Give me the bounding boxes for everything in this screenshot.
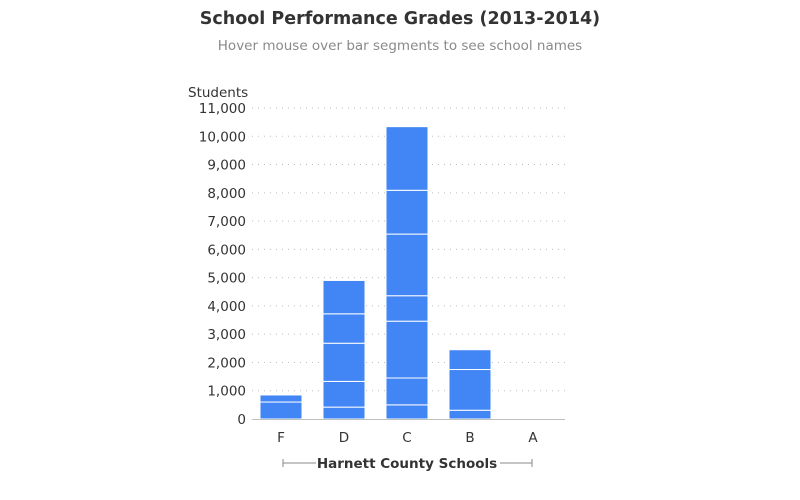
- bars: [260, 127, 491, 419]
- bar-segment-c[interactable]: [386, 234, 428, 296]
- y-axis-ticks: [199, 101, 246, 428]
- bar-segment-c[interactable]: [386, 190, 428, 234]
- y-tick-label: 7,000: [207, 214, 246, 231]
- y-tick-label: 10,000: [198, 129, 246, 146]
- y-tick-label: 5,000: [207, 270, 246, 287]
- chart-subtitle: Hover mouse over bar segments to see school names: [217, 38, 583, 54]
- bar-segment-d[interactable]: [323, 314, 365, 343]
- chart-title: School Performance Grades (2013-2014): [199, 9, 601, 29]
- bar-segment-b[interactable]: [449, 410, 491, 419]
- y-tick-label: 8,000: [207, 185, 246, 202]
- y-tick-label: 3,000: [207, 327, 246, 344]
- x-tick-label: F: [277, 430, 285, 446]
- x-axis-ticks: [277, 430, 538, 446]
- y-tick-label: 11,000: [198, 101, 246, 117]
- bar-segment-c[interactable]: [386, 405, 428, 419]
- bar-segment-f[interactable]: [260, 395, 302, 402]
- x-tick-label: C: [402, 430, 412, 446]
- bar-segment-d[interactable]: [323, 407, 365, 419]
- bar-segment-c[interactable]: [386, 296, 428, 321]
- y-tick-label: 1,000: [207, 383, 246, 400]
- x-tick-label: B: [465, 430, 475, 446]
- x-axis-title-group: [283, 456, 532, 472]
- bar-segment-c[interactable]: [386, 378, 428, 405]
- bar-segment-d[interactable]: [323, 381, 365, 407]
- bar-segment-c[interactable]: [386, 127, 428, 191]
- y-tick-label: 4,000: [207, 298, 246, 315]
- bar-segment-d[interactable]: [323, 280, 365, 313]
- x-tick-label: D: [338, 430, 350, 446]
- y-tick-label: 2,000: [207, 355, 246, 372]
- bar-segment-d[interactable]: [323, 343, 365, 381]
- bar-segment-f[interactable]: [260, 402, 302, 419]
- y-axis-label: Students: [188, 85, 249, 101]
- bar-segment-b[interactable]: [449, 350, 491, 370]
- bar-segment-b[interactable]: [449, 370, 491, 411]
- bar-segment-c[interactable]: [386, 321, 428, 378]
- x-axis-label: Harnett County Schools: [316, 456, 498, 472]
- y-tick-label: 6,000: [207, 242, 246, 259]
- y-tick-label: 0: [237, 412, 246, 428]
- x-tick-label: A: [528, 430, 538, 446]
- y-tick-label: 9,000: [207, 157, 246, 174]
